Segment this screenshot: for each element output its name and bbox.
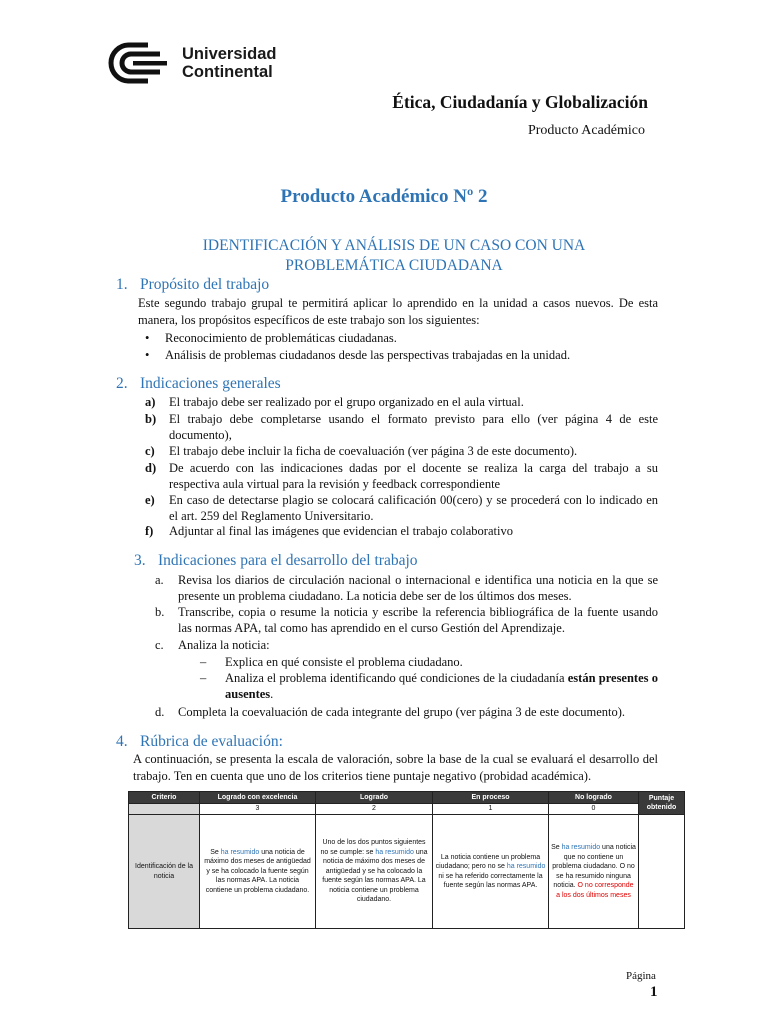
level-1-cell (433, 815, 549, 929)
points-cell: 1 (433, 804, 549, 815)
text-segment: una noticia de máximo dos meses de antigüedad y se ha colocado la fuente según las normas APA. La noticia contiene un problema ciudadano. (322, 848, 428, 904)
table-header-row (129, 792, 685, 804)
emphasis-text: están presentes o ausentes (225, 671, 658, 701)
list-item-text: Transcribe, copia o resume la noticia y escribe la referencia bibliográfica de la fuente usando las normas APA, tal como has aprendido en el curso Gestión del Aprendizaje. (178, 605, 658, 635)
list-label: a. (155, 573, 164, 587)
text-segment: una noticia que no contiene un problema ciudadano. O no se ha resumido ninguna noticia. (552, 844, 636, 889)
text-segment: La noticia contiene un problema ciudadano; pero no se (435, 853, 541, 870)
section-2-heading (116, 375, 281, 393)
list-label: c. (155, 638, 164, 652)
list-item (145, 394, 658, 410)
logo-text (182, 45, 276, 81)
section-title: Propósito del trabajo (140, 276, 270, 293)
list-label: c) (145, 444, 155, 458)
level-2-cell (316, 815, 433, 929)
page-label: Página (626, 970, 656, 982)
list-item (145, 411, 658, 443)
highlight-text: ha resumido (375, 848, 414, 856)
table-row (129, 815, 685, 929)
header-logrado-excelencia: Logrado con excelencia (200, 792, 316, 804)
level-3-cell (200, 815, 316, 929)
list-item-text: El trabajo debe completarse usando el formato previsto para ello (ver página 4 de este documento), (169, 412, 658, 442)
list-item (155, 704, 658, 720)
list-label: b. (155, 605, 165, 619)
points-cell: 3 (200, 804, 316, 815)
sub-list-item (200, 670, 658, 702)
list-item (155, 604, 658, 636)
list-item-text: En caso de detectarse plagio se colocará calificación 00(cero) y se procederá con lo indicado en el art. 259 del Reglamento Universitario. (169, 493, 658, 523)
document-type: Producto Académico (527, 123, 645, 138)
points-blank-cell (129, 804, 200, 815)
course-title: Ética, Ciudadanía y Globalización (392, 92, 648, 112)
highlight-text: ha resumido (561, 844, 601, 851)
university-emblem-icon (108, 42, 172, 84)
list-label: d. (155, 705, 165, 719)
header-no-logrado: No logrado (549, 792, 639, 804)
list-item (155, 637, 658, 653)
points-cell: 0 (549, 804, 639, 815)
list-item (145, 523, 658, 539)
list-item-text: Analiza la noticia: (178, 638, 270, 652)
list-item (145, 492, 658, 524)
score-cell (639, 815, 685, 929)
list-item (145, 443, 658, 459)
section-3-heading (134, 552, 418, 570)
university-logo (108, 42, 276, 84)
page-title: Producto Académico Nº 2 (280, 186, 488, 207)
text-segment: Se (551, 844, 562, 851)
text-segment: . (270, 687, 274, 701)
sub-list-item (200, 654, 658, 670)
page-number: 1 (650, 984, 658, 1000)
dash-label: – (200, 655, 207, 669)
list-label: f) (145, 524, 154, 538)
rubric-table (128, 791, 685, 929)
highlight-text: ha resumido (220, 848, 260, 856)
list-item-text: De acuerdo con las indicaciones dadas por el docente se realiza la carga del trabajo a su respectiva aula virtual para la revisión y feedback correspondiente (169, 461, 658, 491)
list-label: b) (145, 412, 157, 426)
warning-text: O no corresponde a los dos últimos meses (556, 882, 634, 899)
section-number: 3. (134, 552, 146, 569)
section-4-intro: A continuación, se presenta la escala de valoración, sobre la base de la cual se evaluará el desarrollo del trabajo. Ten en cuenta que uno de los criterios tiene puntaje negativo (probidad académica). (133, 752, 658, 783)
text-segment: Analiza el problema identificando qué condiciones de la ciudadanía (225, 671, 568, 685)
header-logrado: Logrado (316, 792, 433, 804)
table-points-row (129, 804, 685, 815)
section-number: 1. (116, 276, 128, 293)
list-item-text: Análisis de problemas ciudadanos desde las perspectivas trabajadas en la unidad. (165, 348, 571, 362)
section-1-intro: Este segundo trabajo grupal te permitirá aplicar lo aprendido en la unidad a casos nuevos. De esta manera, los propósitos específicos de este trabajo son los siguientes: (138, 296, 658, 327)
logo-line-2: Continental (182, 63, 273, 81)
level-0-cell (549, 815, 639, 929)
highlight-text: ha resumido (506, 863, 546, 870)
text-segment: una noticia de máximo dos meses de antigüedad y se ha colocado la fuente según las normas APA. La noticia contiene un problema ciudadano. (204, 848, 311, 894)
bullet-icon: • (145, 348, 150, 362)
points-cell: 2 (316, 804, 433, 815)
section-title: Indicaciones para el desarrollo del trabajo (158, 552, 418, 569)
header-puntaje: Puntaje obtenido (639, 792, 685, 815)
section-title: Rúbrica de evaluación: (140, 733, 283, 750)
criterion-cell: Identificación de la noticia (129, 815, 200, 929)
section-title: Indicaciones generales (140, 375, 281, 392)
dash-label: – (200, 671, 207, 685)
list-item-text: Completa la coevaluación de cada integrante del grupo (ver página 3 de este documento). (178, 705, 626, 719)
list-item (155, 572, 658, 604)
list-item-text: Reconocimiento de problemáticas ciudadanas. (165, 331, 397, 345)
list-item-text: El trabajo debe incluir la ficha de coevaluación (ver página 3 de este documento). (169, 444, 578, 458)
section-number: 2. (116, 375, 128, 392)
list-item (145, 460, 658, 492)
section-number: 4. (116, 733, 128, 750)
list-item-text: Adjuntar al final las imágenes que evidencian el trabajo colaborativo (169, 524, 513, 538)
header-criterio: Criterio (129, 792, 200, 804)
bullet-icon: • (145, 331, 150, 345)
section-4-heading (116, 733, 283, 751)
section-1-heading (116, 276, 269, 294)
list-item (145, 330, 655, 347)
list-item-text: Explica en qué consiste el problema ciudadano. (225, 655, 463, 669)
list-label: d) (145, 461, 157, 475)
assignment-title: IDENTIFICACIÓN Y ANÁLISIS DE UN CASO CON UNA PROBLEMÁTICA CIUDADANA (202, 237, 586, 274)
list-item-text (225, 670, 658, 702)
list-item-text: Revisa los diarios de circulación nacional o internacional e identifica una noticia en la que se presente un problema ciudadano. La noticia debe ser de los últimos dos meses. (178, 573, 658, 603)
text-segment: ni se ha referido correctamente la fuente según las normas APA. (438, 872, 543, 889)
text-segment: Uno de los dos puntos siguientes no se cumple: se (320, 839, 426, 856)
list-item-text: El trabajo debe ser realizado por el grupo organizado en el aula virtual. (169, 395, 524, 409)
text-segment: Se (210, 848, 221, 856)
list-label: a) (145, 395, 156, 409)
list-label: e) (145, 493, 155, 507)
header-en-proceso: En proceso (433, 792, 549, 804)
list-item (145, 347, 655, 364)
logo-line-1: Universidad (182, 45, 277, 63)
